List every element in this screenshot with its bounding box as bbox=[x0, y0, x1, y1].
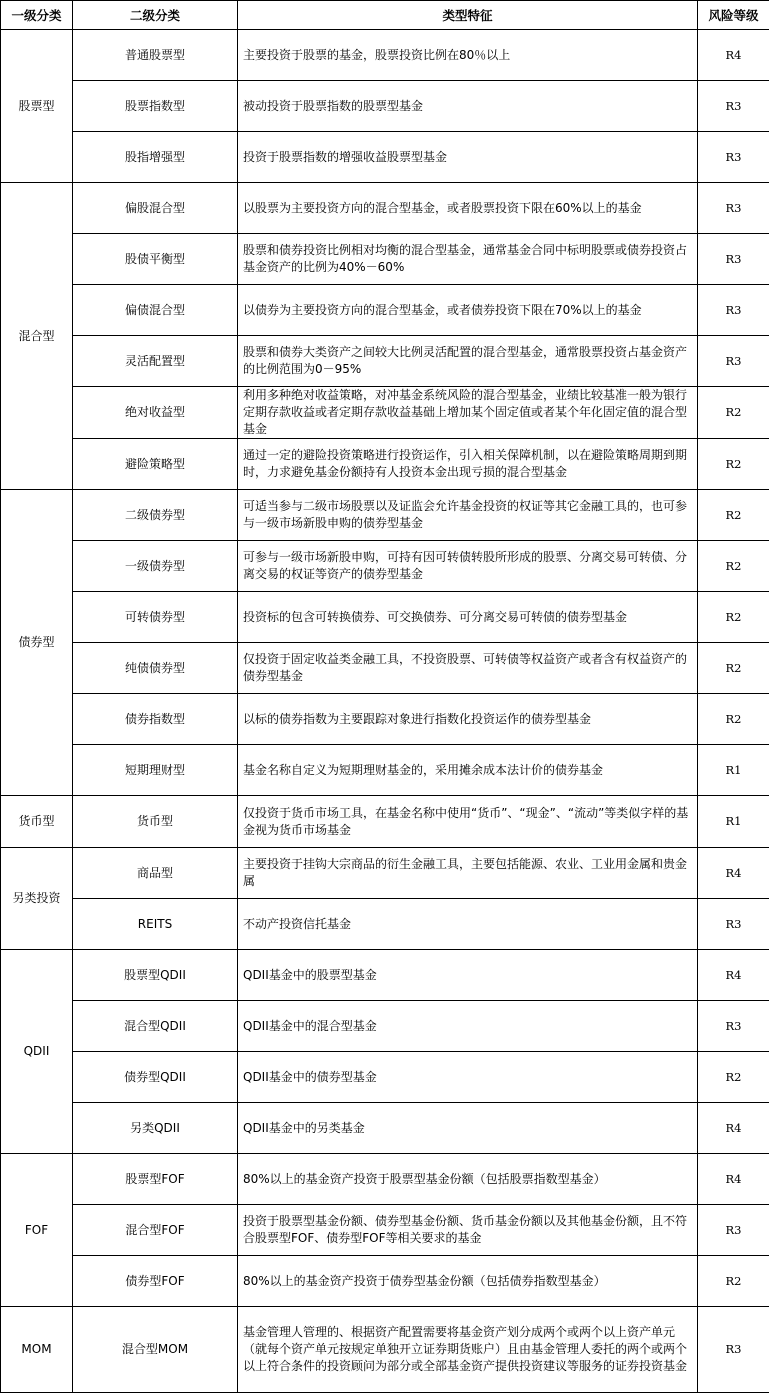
risk-level-cell: R4 bbox=[698, 950, 769, 1001]
description-cell: 可适当参与二级市场股票以及证监会允许基金投资的权证等其它金融工具的，也可参与一级市场新股申购的债券型基金 bbox=[238, 490, 698, 541]
description-cell: 仅投资于货币市场工具，在基金名称中使用“货币”、“现金”、“流动”等类似字样的基金视为货币市场基金 bbox=[238, 796, 698, 848]
risk-level-cell: R3 bbox=[698, 336, 769, 387]
description-cell: QDII基金中的股票型基金 bbox=[238, 950, 698, 1001]
table-row bbox=[1, 899, 769, 950]
risk-level-cell: R3 bbox=[698, 234, 769, 285]
table-row bbox=[1, 796, 769, 848]
subcategory-cell: 股票型QDII bbox=[73, 950, 238, 1001]
risk-level-cell: R2 bbox=[698, 541, 769, 592]
description-cell: 80%以上的基金资产投资于股票型基金份额（包括股票指数型基金） bbox=[238, 1154, 698, 1205]
description-cell: 利用多种绝对收益策略，对冲基金系统风险的混合型基金，业绩比较基准一般为银行定期存款收益或者定期存款收益基础上增加某个固定值或者某个年化固定值的混合型基金 bbox=[238, 387, 698, 439]
risk-level-cell: R3 bbox=[698, 132, 769, 183]
subcategory-cell: 混合型QDII bbox=[73, 1001, 238, 1052]
table-row bbox=[1, 336, 769, 387]
description-cell: 以债券为主要投资方向的混合型基金，或者债券投资下限在70%以上的基金 bbox=[238, 285, 698, 336]
subcategory-cell: 偏债混合型 bbox=[73, 285, 238, 336]
table-row bbox=[1, 132, 769, 183]
header-risk: 风险等级 bbox=[698, 1, 769, 30]
subcategory-cell: 股票指数型 bbox=[73, 81, 238, 132]
table-row bbox=[1, 490, 769, 541]
risk-level-cell: R4 bbox=[698, 1154, 769, 1205]
subcategory-cell: 普通股票型 bbox=[73, 30, 238, 81]
description-cell: 主要投资于挂钩大宗商品的衍生金融工具，主要包括能源、农业、工业用金属和贵金属 bbox=[238, 848, 698, 899]
subcategory-cell: 一级债券型 bbox=[73, 541, 238, 592]
table-row bbox=[1, 541, 769, 592]
description-cell: 可参与一级市场新股申购，可持有因可转债转股所形成的股票、分离交易可转债、分离交易的权证等资产的债券型基金 bbox=[238, 541, 698, 592]
category-cell: 股票型 bbox=[1, 30, 73, 183]
description-cell: 不动产投资信托基金 bbox=[238, 899, 698, 950]
subcategory-cell: 短期理财型 bbox=[73, 745, 238, 796]
risk-level-cell: R2 bbox=[698, 643, 769, 694]
risk-level-cell: R3 bbox=[698, 1001, 769, 1052]
table-row bbox=[1, 745, 769, 796]
table-row bbox=[1, 592, 769, 643]
table-row bbox=[1, 183, 769, 234]
subcategory-cell: 另类QDII bbox=[73, 1103, 238, 1154]
risk-level-cell: R3 bbox=[698, 285, 769, 336]
header-level1: 一级分类 bbox=[1, 1, 73, 30]
risk-level-cell: R3 bbox=[698, 1205, 769, 1256]
risk-level-cell: R2 bbox=[698, 387, 769, 439]
risk-level-cell: R4 bbox=[698, 30, 769, 81]
table-row bbox=[1, 950, 769, 1001]
subcategory-cell: 偏股混合型 bbox=[73, 183, 238, 234]
table-row bbox=[1, 387, 769, 439]
category-cell: MOM bbox=[1, 1307, 73, 1393]
risk-level-cell: R3 bbox=[698, 899, 769, 950]
subcategory-cell: 债券指数型 bbox=[73, 694, 238, 745]
description-cell: 被动投资于股票指数的股票型基金 bbox=[238, 81, 698, 132]
description-cell: QDII基金中的另类基金 bbox=[238, 1103, 698, 1154]
risk-level-cell: R3 bbox=[698, 81, 769, 132]
header-features: 类型特征 bbox=[238, 1, 698, 30]
table-row bbox=[1, 439, 769, 490]
description-cell: 投资于股票型基金份额、债券型基金份额、货币基金份额以及其他基金份额，且不符合股票型FOF、债券型FOF等相关要求的基金 bbox=[238, 1205, 698, 1256]
subcategory-cell: 绝对收益型 bbox=[73, 387, 238, 439]
subcategory-cell: 股指增强型 bbox=[73, 132, 238, 183]
risk-level-cell: R2 bbox=[698, 1256, 769, 1307]
subcategory-cell: REITS bbox=[73, 899, 238, 950]
table-row bbox=[1, 1154, 769, 1205]
description-cell: 投资于股票指数的增强收益股票型基金 bbox=[238, 132, 698, 183]
risk-level-cell: R3 bbox=[698, 183, 769, 234]
subcategory-cell: 混合型FOF bbox=[73, 1205, 238, 1256]
description-cell: 通过一定的避险投资策略进行投资运作，引入相关保障机制，以在避险策略周期到期时，力求避免基金份额持有人投资本金出现亏损的混合型基金 bbox=[238, 439, 698, 490]
subcategory-cell: 股债平衡型 bbox=[73, 234, 238, 285]
description-cell: 以股票为主要投资方向的混合型基金，或者股票投资下限在60%以上的基金 bbox=[238, 183, 698, 234]
table-row bbox=[1, 234, 769, 285]
table-row bbox=[1, 643, 769, 694]
table-row bbox=[1, 1001, 769, 1052]
subcategory-cell: 货币型 bbox=[73, 796, 238, 848]
table-row bbox=[1, 1205, 769, 1256]
description-cell: QDII基金中的混合型基金 bbox=[238, 1001, 698, 1052]
risk-level-cell: R2 bbox=[698, 694, 769, 745]
description-cell: 主要投资于股票的基金，股票投资比例在80％以上 bbox=[238, 30, 698, 81]
risk-level-cell: R3 bbox=[698, 1307, 769, 1393]
subcategory-cell: 债券型FOF bbox=[73, 1256, 238, 1307]
risk-level-cell: R2 bbox=[698, 439, 769, 490]
description-cell: 80%以上的基金资产投资于债券型基金份额（包括债券指数型基金） bbox=[238, 1256, 698, 1307]
subcategory-cell: 商品型 bbox=[73, 848, 238, 899]
category-cell: FOF bbox=[1, 1154, 73, 1307]
subcategory-cell: 灵活配置型 bbox=[73, 336, 238, 387]
header-row bbox=[1, 1, 769, 30]
description-cell: 基金名称自定义为短期理财基金的，采用摊余成本法计价的债券基金 bbox=[238, 745, 698, 796]
table-row bbox=[1, 1103, 769, 1154]
subcategory-cell: 股票型FOF bbox=[73, 1154, 238, 1205]
category-cell: QDII bbox=[1, 950, 73, 1154]
category-cell: 债券型 bbox=[1, 490, 73, 796]
description-cell: 以标的债券指数为主要跟踪对象进行指数化投资运作的债券型基金 bbox=[238, 694, 698, 745]
table-row bbox=[1, 30, 769, 81]
risk-level-cell: R1 bbox=[698, 745, 769, 796]
description-cell: 基金管理人管理的、根据资产配置需要将基金资产划分成两个或两个以上资产单元（就每个资产单元按规定单独开立证券期货账户）且由基金管理人委托的两个或两个以上符合条件的投资顾问为部分或全部基金资产提供投资建议等服务的证券投资基金 bbox=[238, 1307, 698, 1393]
category-cell: 混合型 bbox=[1, 183, 73, 490]
table-body bbox=[1, 30, 769, 1393]
description-cell: 股票和债券投资比例相对均衡的混合型基金，通常基金合同中标明股票或债券投资占基金资产的比例为40%－60% bbox=[238, 234, 698, 285]
subcategory-cell: 二级债券型 bbox=[73, 490, 238, 541]
subcategory-cell: 混合型MOM bbox=[73, 1307, 238, 1393]
subcategory-cell: 避险策略型 bbox=[73, 439, 238, 490]
header-level2: 二级分类 bbox=[73, 1, 238, 30]
risk-level-cell: R1 bbox=[698, 796, 769, 848]
description-cell: 投资标的包含可转换债券、可交换债券、可分离交易可转债的债券型基金 bbox=[238, 592, 698, 643]
category-cell: 货币型 bbox=[1, 796, 73, 848]
table-row bbox=[1, 1256, 769, 1307]
table-row bbox=[1, 848, 769, 899]
risk-level-cell: R2 bbox=[698, 490, 769, 541]
description-cell: QDII基金中的债券型基金 bbox=[238, 1052, 698, 1103]
risk-level-cell: R2 bbox=[698, 1052, 769, 1103]
category-cell: 另类投资 bbox=[1, 848, 73, 950]
table-row bbox=[1, 81, 769, 132]
risk-level-cell: R4 bbox=[698, 848, 769, 899]
risk-level-cell: R2 bbox=[698, 592, 769, 643]
table-row bbox=[1, 1052, 769, 1103]
table-row bbox=[1, 285, 769, 336]
subcategory-cell: 纯债债券型 bbox=[73, 643, 238, 694]
risk-level-cell: R4 bbox=[698, 1103, 769, 1154]
description-cell: 仅投资于固定收益类金融工具，不投资股票、可转债等权益资产或者含有权益资产的债券型基金 bbox=[238, 643, 698, 694]
description-cell: 股票和债券大类资产之间较大比例灵活配置的混合型基金，通常股票投资占基金资产的比例范围为0－95% bbox=[238, 336, 698, 387]
table-row bbox=[1, 1307, 769, 1393]
subcategory-cell: 可转债券型 bbox=[73, 592, 238, 643]
table-row bbox=[1, 694, 769, 745]
subcategory-cell: 债券型QDII bbox=[73, 1052, 238, 1103]
